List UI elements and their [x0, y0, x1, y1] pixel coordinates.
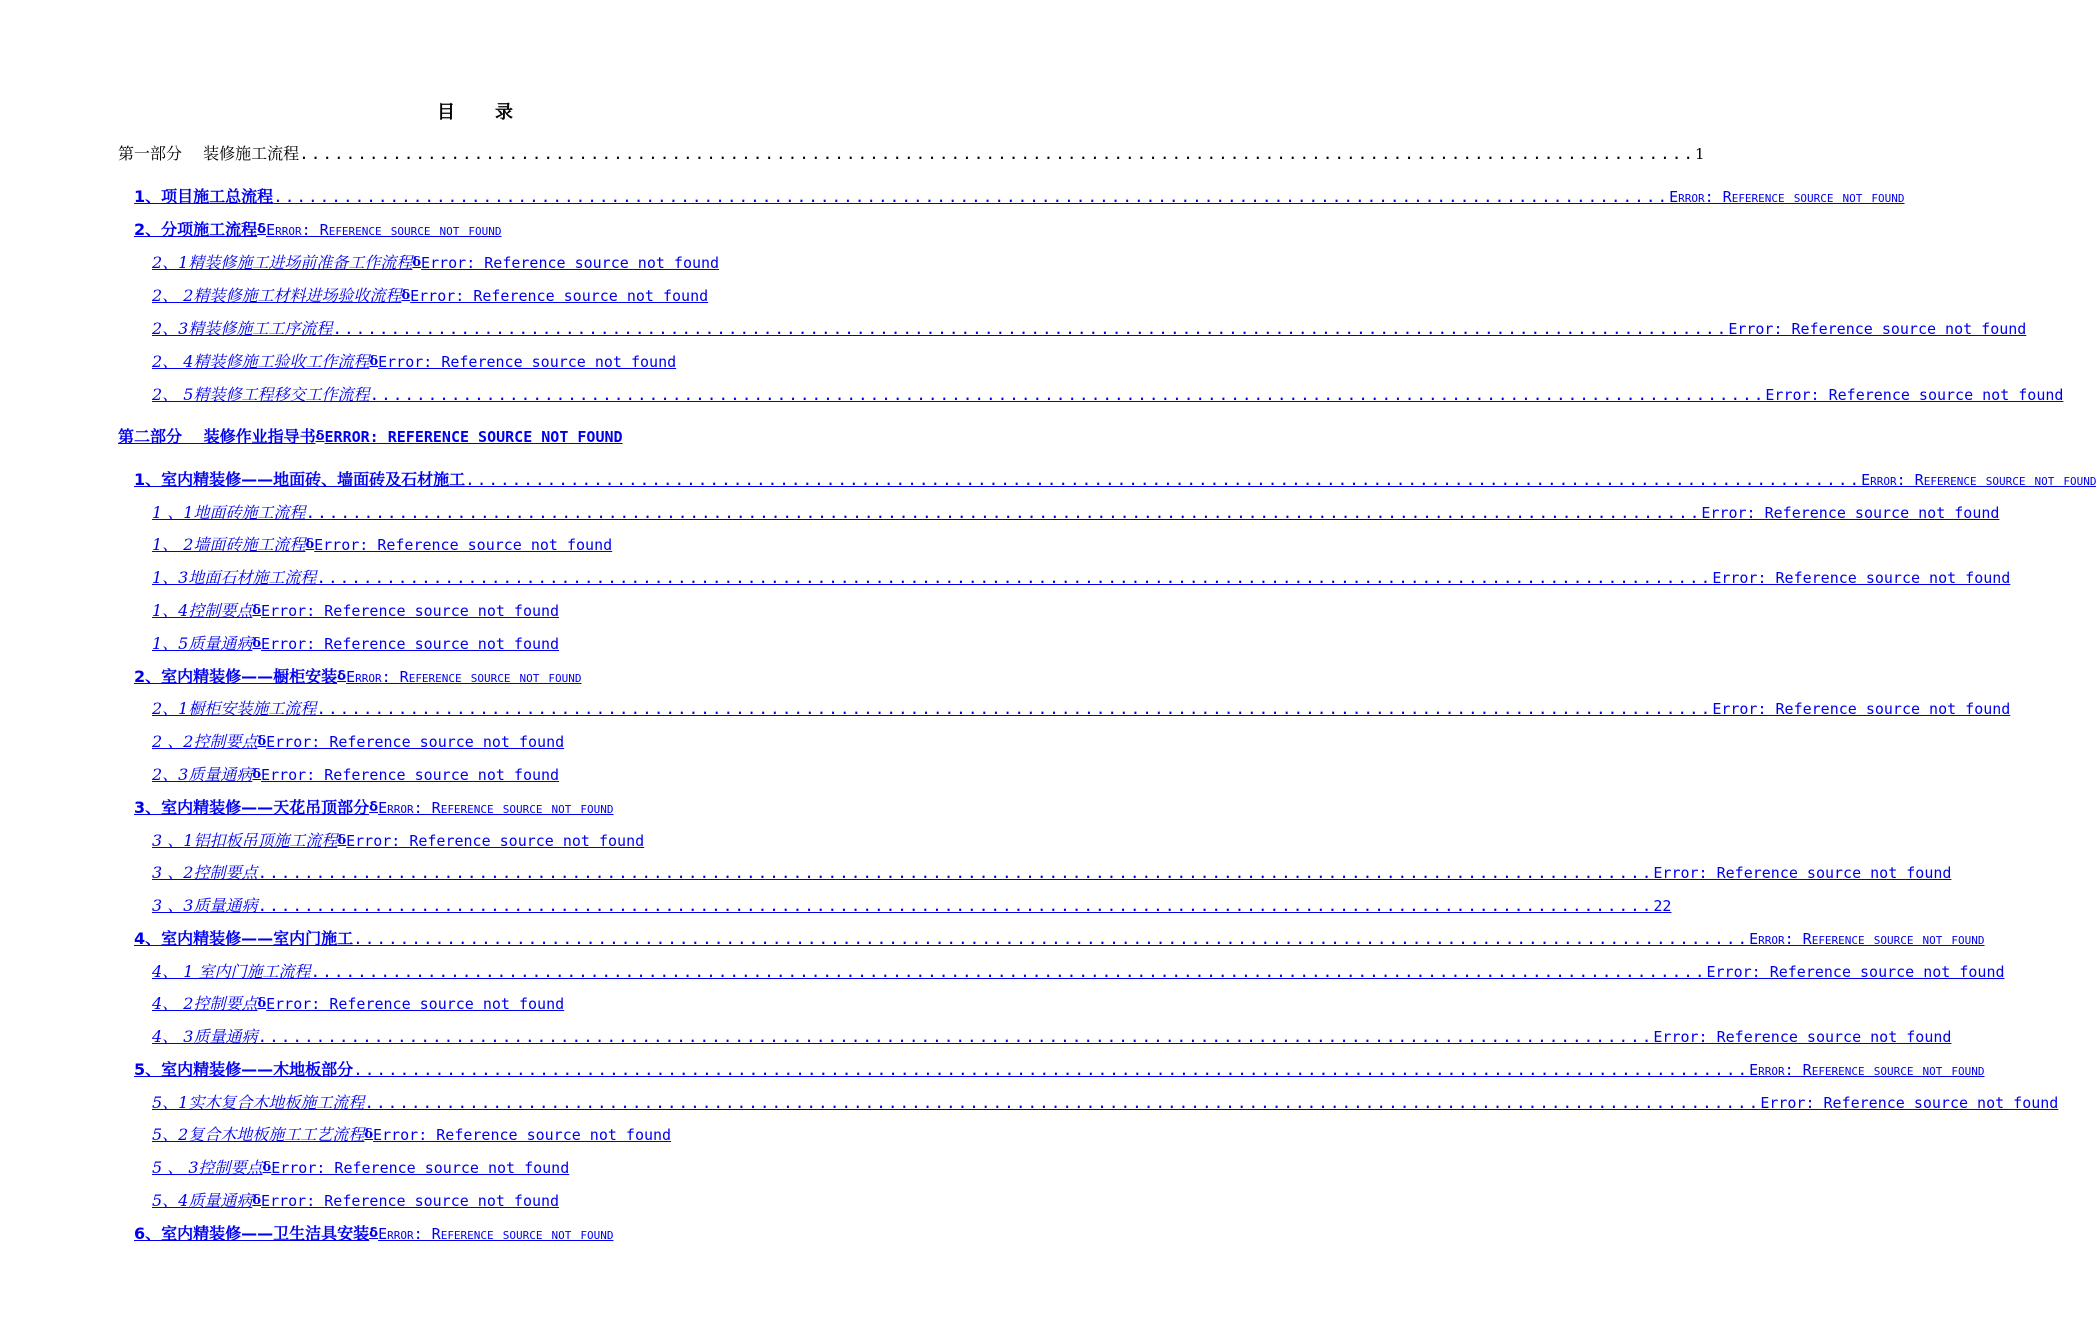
toc-entry-title: 3 、3质量通病	[152, 896, 258, 915]
toc-entry[interactable]	[152, 598, 559, 624]
toc-entry[interactable]	[134, 467, 2096, 493]
bookmark-marker-icon: δ	[337, 669, 347, 684]
toc-entry[interactable]	[152, 631, 559, 657]
toc-entry-title: 3 、1铝扣板吊顶施工流程	[152, 831, 338, 850]
toc-dot-leader: ........................................................................................................................	[316, 699, 1713, 718]
toc-entry-page-ref: Error: Reference source not found	[1712, 700, 2011, 718]
toc-dot-leader: ........................................................................................................................	[332, 319, 1729, 338]
toc-entry-page-ref: Error: Reference source not found	[346, 668, 582, 686]
toc-dot-leader: ........................................................................................................................	[257, 863, 1654, 882]
toc-entry-title: 3 、2控制要点	[152, 863, 258, 882]
toc-entry-title: 1、 2墙面砖施工流程	[152, 535, 306, 554]
toc-entry-page-ref: Error: Reference source not found	[1706, 963, 2005, 981]
toc-entry-title: 第二部分 装修作业指导书	[118, 427, 316, 446]
toc-entry-title: 1、5质量通病	[152, 634, 253, 653]
bookmark-marker-icon: δ	[252, 603, 262, 618]
toc-entry-page-ref: Error: Reference source not found	[261, 1192, 560, 1210]
toc-entry[interactable]	[152, 1024, 1952, 1050]
toc-entry[interactable]	[152, 1155, 569, 1181]
toc-dot-leader: ........................................................................................................................	[257, 1027, 1654, 1046]
toc-dot-leader: ........................................................................................................................	[353, 929, 1750, 948]
bookmark-marker-icon: δ	[369, 354, 379, 369]
toc-entry[interactable]	[152, 1090, 2059, 1116]
toc-entry-page-ref: Error: Reference source not found	[266, 995, 565, 1013]
toc-dot-leader: ........................................................................................................................	[310, 962, 1707, 981]
toc-entry-title: 2、 5精装修工程移交工作流程	[152, 385, 370, 404]
toc-entry-page-ref: Error: Reference source not found	[1861, 471, 2096, 489]
toc-entry[interactable]	[152, 500, 2000, 526]
toc-entry-title: 5、室内精装修——木地板部分	[134, 1060, 354, 1079]
toc-entry-page-ref: Error: Reference source not found	[378, 1225, 614, 1243]
toc-title: 目录	[437, 102, 553, 123]
toc-entry[interactable]	[152, 729, 564, 755]
bookmark-marker-icon: δ	[257, 996, 267, 1011]
toc-entry-page-ref: 22	[1653, 897, 1672, 915]
toc-entry[interactable]	[152, 565, 2011, 591]
toc-dot-leader: ........................................................................................................................	[369, 385, 1766, 404]
toc-entry-page-ref: Error: Reference source not found	[271, 1159, 570, 1177]
bookmark-marker-icon: δ	[369, 800, 379, 815]
toc-entry-title: 2、3质量通病	[152, 765, 253, 784]
bookmark-marker-icon: δ	[305, 537, 315, 552]
toc-entry[interactable]	[152, 382, 2064, 408]
toc-entry[interactable]	[152, 316, 2027, 342]
bookmark-marker-icon: δ	[369, 1226, 379, 1241]
toc-entry-page-ref: Error: Reference source not found	[1701, 504, 2000, 522]
toc-dot-leader: ........................................................................................................................	[353, 1060, 1750, 1079]
toc-entry[interactable]	[134, 1221, 613, 1247]
toc-entry[interactable]	[152, 1188, 559, 1214]
toc-dot-leader: ........................................................................................................................	[316, 568, 1713, 587]
toc-entry-title: 2、室内精装修——橱柜安装	[134, 667, 338, 686]
toc-entry[interactable]	[134, 926, 1985, 952]
toc-entry-title: 2、3精装修施工工序流程	[152, 319, 333, 338]
toc-entry-page-ref: ERROR: REFERENCE SOURCE NOT FOUND	[324, 428, 623, 446]
bookmark-marker-icon: δ	[401, 288, 411, 303]
toc-entry-page-ref: Error: Reference source not found	[378, 799, 614, 817]
toc-entry[interactable]	[152, 349, 676, 375]
toc-entry-title: 2、1橱柜安装施工流程	[152, 699, 317, 718]
toc-entry[interactable]	[134, 184, 1905, 210]
toc-entry-page-ref: Error: Reference source not found	[266, 733, 565, 751]
toc-entry-title: 5、2复合木地板施工工艺流程	[152, 1125, 365, 1144]
toc-entry-page-ref: Error: Reference source not found	[1653, 864, 1952, 882]
toc-entry-page-ref: Error: Reference source not found	[261, 602, 560, 620]
toc-entry-page-ref: Error: Reference source not found	[1749, 930, 1985, 948]
toc-entry-title: 2、 2精装修施工材料进场验收流程	[152, 286, 402, 305]
toc-entry[interactable]	[152, 283, 708, 309]
bookmark-marker-icon: δ	[252, 767, 262, 782]
toc-entry-page-ref: Error: Reference source not found	[1749, 1061, 1985, 1079]
toc-entry-title: 5、1实木复合木地板施工流程	[152, 1093, 365, 1112]
toc-entry-title: 5、4质量通病	[152, 1191, 253, 1210]
toc-entry[interactable]	[134, 664, 581, 690]
toc-entry[interactable]	[152, 828, 644, 854]
toc-entry-title: 4、室内精装修——室内门施工	[134, 929, 354, 948]
toc-entry-page-ref: Error: Reference source not found	[1765, 386, 2064, 404]
toc-entry[interactable]	[152, 991, 564, 1017]
toc-entry-title: 4、 1 室内门施工流程	[152, 962, 311, 981]
toc-entry[interactable]	[118, 424, 623, 450]
toc-entry-title: 2、分项施工流程	[134, 220, 258, 239]
toc-dot-leader: ........................................................................................................................	[364, 1093, 1761, 1112]
toc-entry-title: 1 、1地面砖施工流程	[152, 503, 306, 522]
toc-entry-title: 2 、2控制要点	[152, 732, 258, 751]
toc-entry[interactable]	[152, 860, 1952, 886]
toc-entry[interactable]	[134, 1057, 1985, 1083]
toc-entry[interactable]	[134, 795, 613, 821]
toc-entry-title: 4、 3质量通病	[152, 1027, 258, 1046]
toc-entry-page-ref: Error: Reference source not found	[261, 635, 560, 653]
toc-entry-title: 2、1精装修施工进场前准备工作流程	[152, 253, 413, 272]
toc-entry-title: 5 、 3控制要点	[152, 1158, 263, 1177]
toc-entry	[118, 141, 1705, 167]
toc-entry-title: 1、室内精装修——地面砖、墙面砖及石材施工	[134, 470, 466, 489]
toc-entry-page-ref: Error: Reference source not found	[373, 1126, 672, 1144]
bookmark-marker-icon: δ	[364, 1127, 374, 1142]
toc-entry[interactable]	[152, 532, 612, 558]
toc-entry-page-ref: Error: Reference source not found	[266, 221, 502, 239]
toc-entry-title: 3、室内精装修——天花吊顶部分	[134, 798, 370, 817]
toc-dot-leader: ........................................................................................................................	[305, 503, 1702, 522]
toc-entry[interactable]	[152, 959, 2005, 985]
toc-entry[interactable]	[152, 696, 2011, 722]
toc-entry-title: 1、3地面石材施工流程	[152, 568, 317, 587]
toc-entry[interactable]	[152, 250, 719, 276]
toc-entry-title: 6、室内精装修——卫生洁具安装	[134, 1224, 370, 1243]
bookmark-marker-icon: δ	[257, 222, 267, 237]
toc-entry[interactable]	[152, 893, 1672, 919]
toc-entry-page-ref: Error: Reference source not found	[314, 536, 613, 554]
toc-entry-page-ref: Error: Reference source not found	[410, 287, 709, 305]
bookmark-marker-icon: δ	[412, 255, 422, 270]
toc-entry-title: 1、4控制要点	[152, 601, 253, 620]
toc-entry-title: 4、 2控制要点	[152, 994, 258, 1013]
bookmark-marker-icon: δ	[252, 1193, 262, 1208]
toc-entry[interactable]	[152, 1122, 671, 1148]
toc-entry-title: 第一部分 装修施工流程	[118, 144, 300, 163]
bookmark-marker-icon: δ	[337, 833, 347, 848]
toc-entry-page-ref: Error: Reference source not found	[1760, 1094, 2059, 1112]
toc-entry-page-ref: Error: Reference source not found	[1669, 188, 1905, 206]
toc-entry-page-ref: Error: Reference source not found	[1653, 1028, 1952, 1046]
toc-entry[interactable]	[152, 762, 559, 788]
toc-entry-page-ref: Error: Reference source not found	[1712, 569, 2011, 587]
toc-dot-leader: ........................................................................................................................	[465, 470, 1862, 489]
toc-entry-page-ref: Error: Reference source not found	[261, 766, 560, 784]
bookmark-marker-icon: δ	[315, 429, 325, 444]
toc-entry-page-ref: 1	[1695, 145, 1705, 163]
bookmark-marker-icon: δ	[262, 1160, 272, 1175]
toc-entry-title: 1、项目施工总流程	[134, 187, 274, 206]
bookmark-marker-icon: δ	[257, 734, 267, 749]
toc-entry-page-ref: Error: Reference source not found	[421, 254, 720, 272]
toc-entry[interactable]	[134, 217, 501, 243]
bookmark-marker-icon: δ	[252, 636, 262, 651]
toc-dot-leader: ........................................................................................................................	[273, 187, 1670, 206]
toc-dot-leader: ........................................................................................................................	[299, 144, 1696, 163]
toc-entry-title: 2、 4精装修施工验收工作流程	[152, 352, 370, 371]
toc-entry-page-ref: Error: Reference source not found	[1728, 320, 2027, 338]
toc-entry-page-ref: Error: Reference source not found	[378, 353, 677, 371]
toc-entry-page-ref: Error: Reference source not found	[346, 832, 645, 850]
toc-dot-leader: ........................................................................................................................	[257, 896, 1654, 915]
